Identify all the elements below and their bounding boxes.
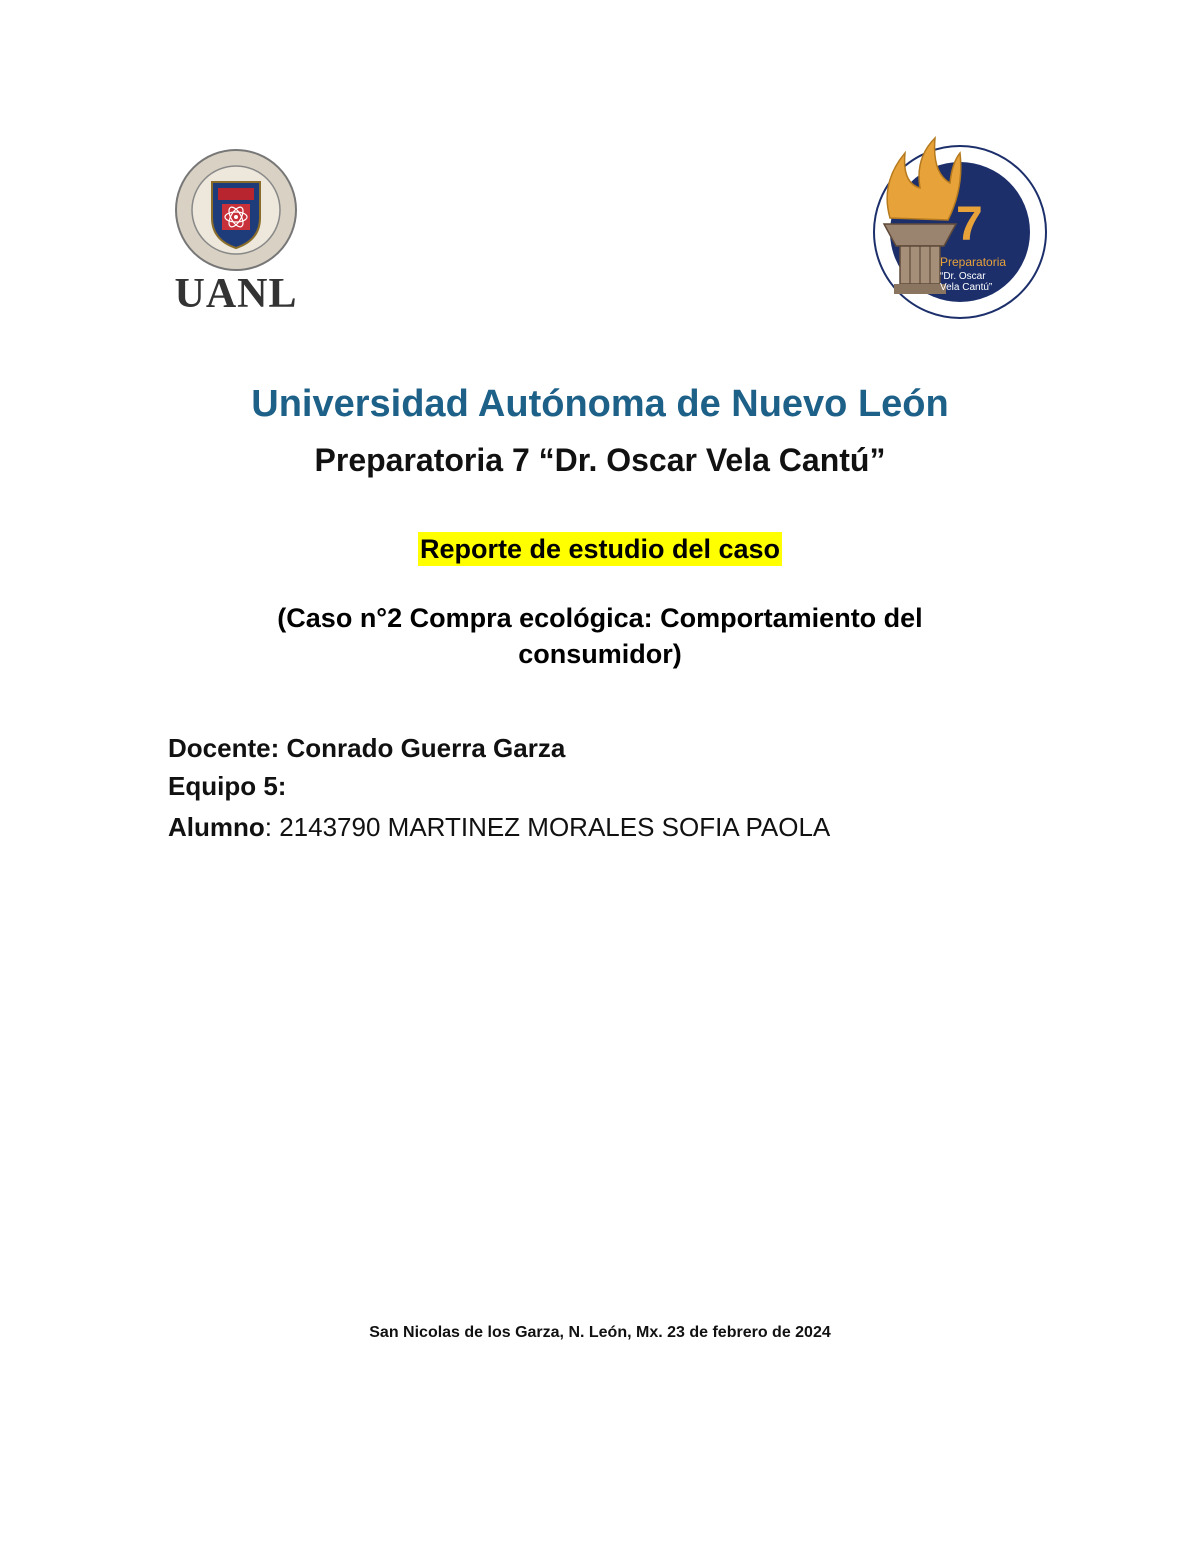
uanl-logo [172, 148, 300, 320]
alumno-label: Alumno [168, 812, 265, 842]
uanl-seal-icon [172, 148, 300, 272]
equipo-line: Equipo 5: [168, 771, 287, 801]
footer-place-date: San Nicolas de los Garza, N. León, Mx. 23 de febrero de 2024 [369, 1324, 831, 1341]
prepa-inner-line-1: Preparatoria [940, 255, 1007, 269]
case-title-line-1: (Caso n°2 Compra ecológica: Comportamiento del [277, 603, 923, 633]
report-title-text: Reporte de estudio del caso [419, 534, 781, 564]
alumno-value: : 2143790 MARTINEZ MORALES SOFIA PAOLA [264, 812, 831, 842]
docente-line: Docente: Conrado Guerra Garza [168, 733, 566, 763]
case-title [190, 600, 1010, 672]
alumno-line [168, 812, 830, 843]
university-title: Universidad Autónoma de Nuevo León [251, 383, 949, 425]
report-title [0, 534, 1200, 565]
preparatoria-emblem-icon [860, 128, 1052, 324]
prepa-number: 7 [956, 198, 983, 251]
preparatoria-7-logo [860, 128, 1052, 324]
case-title-line-2: consumidor) [518, 639, 682, 669]
uanl-wordmark: UANL [174, 271, 298, 317]
prepa-inner-line-3: Vela Cantú” [940, 282, 993, 293]
school-title: Preparatoria 7 “Dr. Oscar Vela Cantú” [314, 442, 886, 478]
prepa-inner-line-2: “Dr. Oscar [940, 271, 986, 282]
